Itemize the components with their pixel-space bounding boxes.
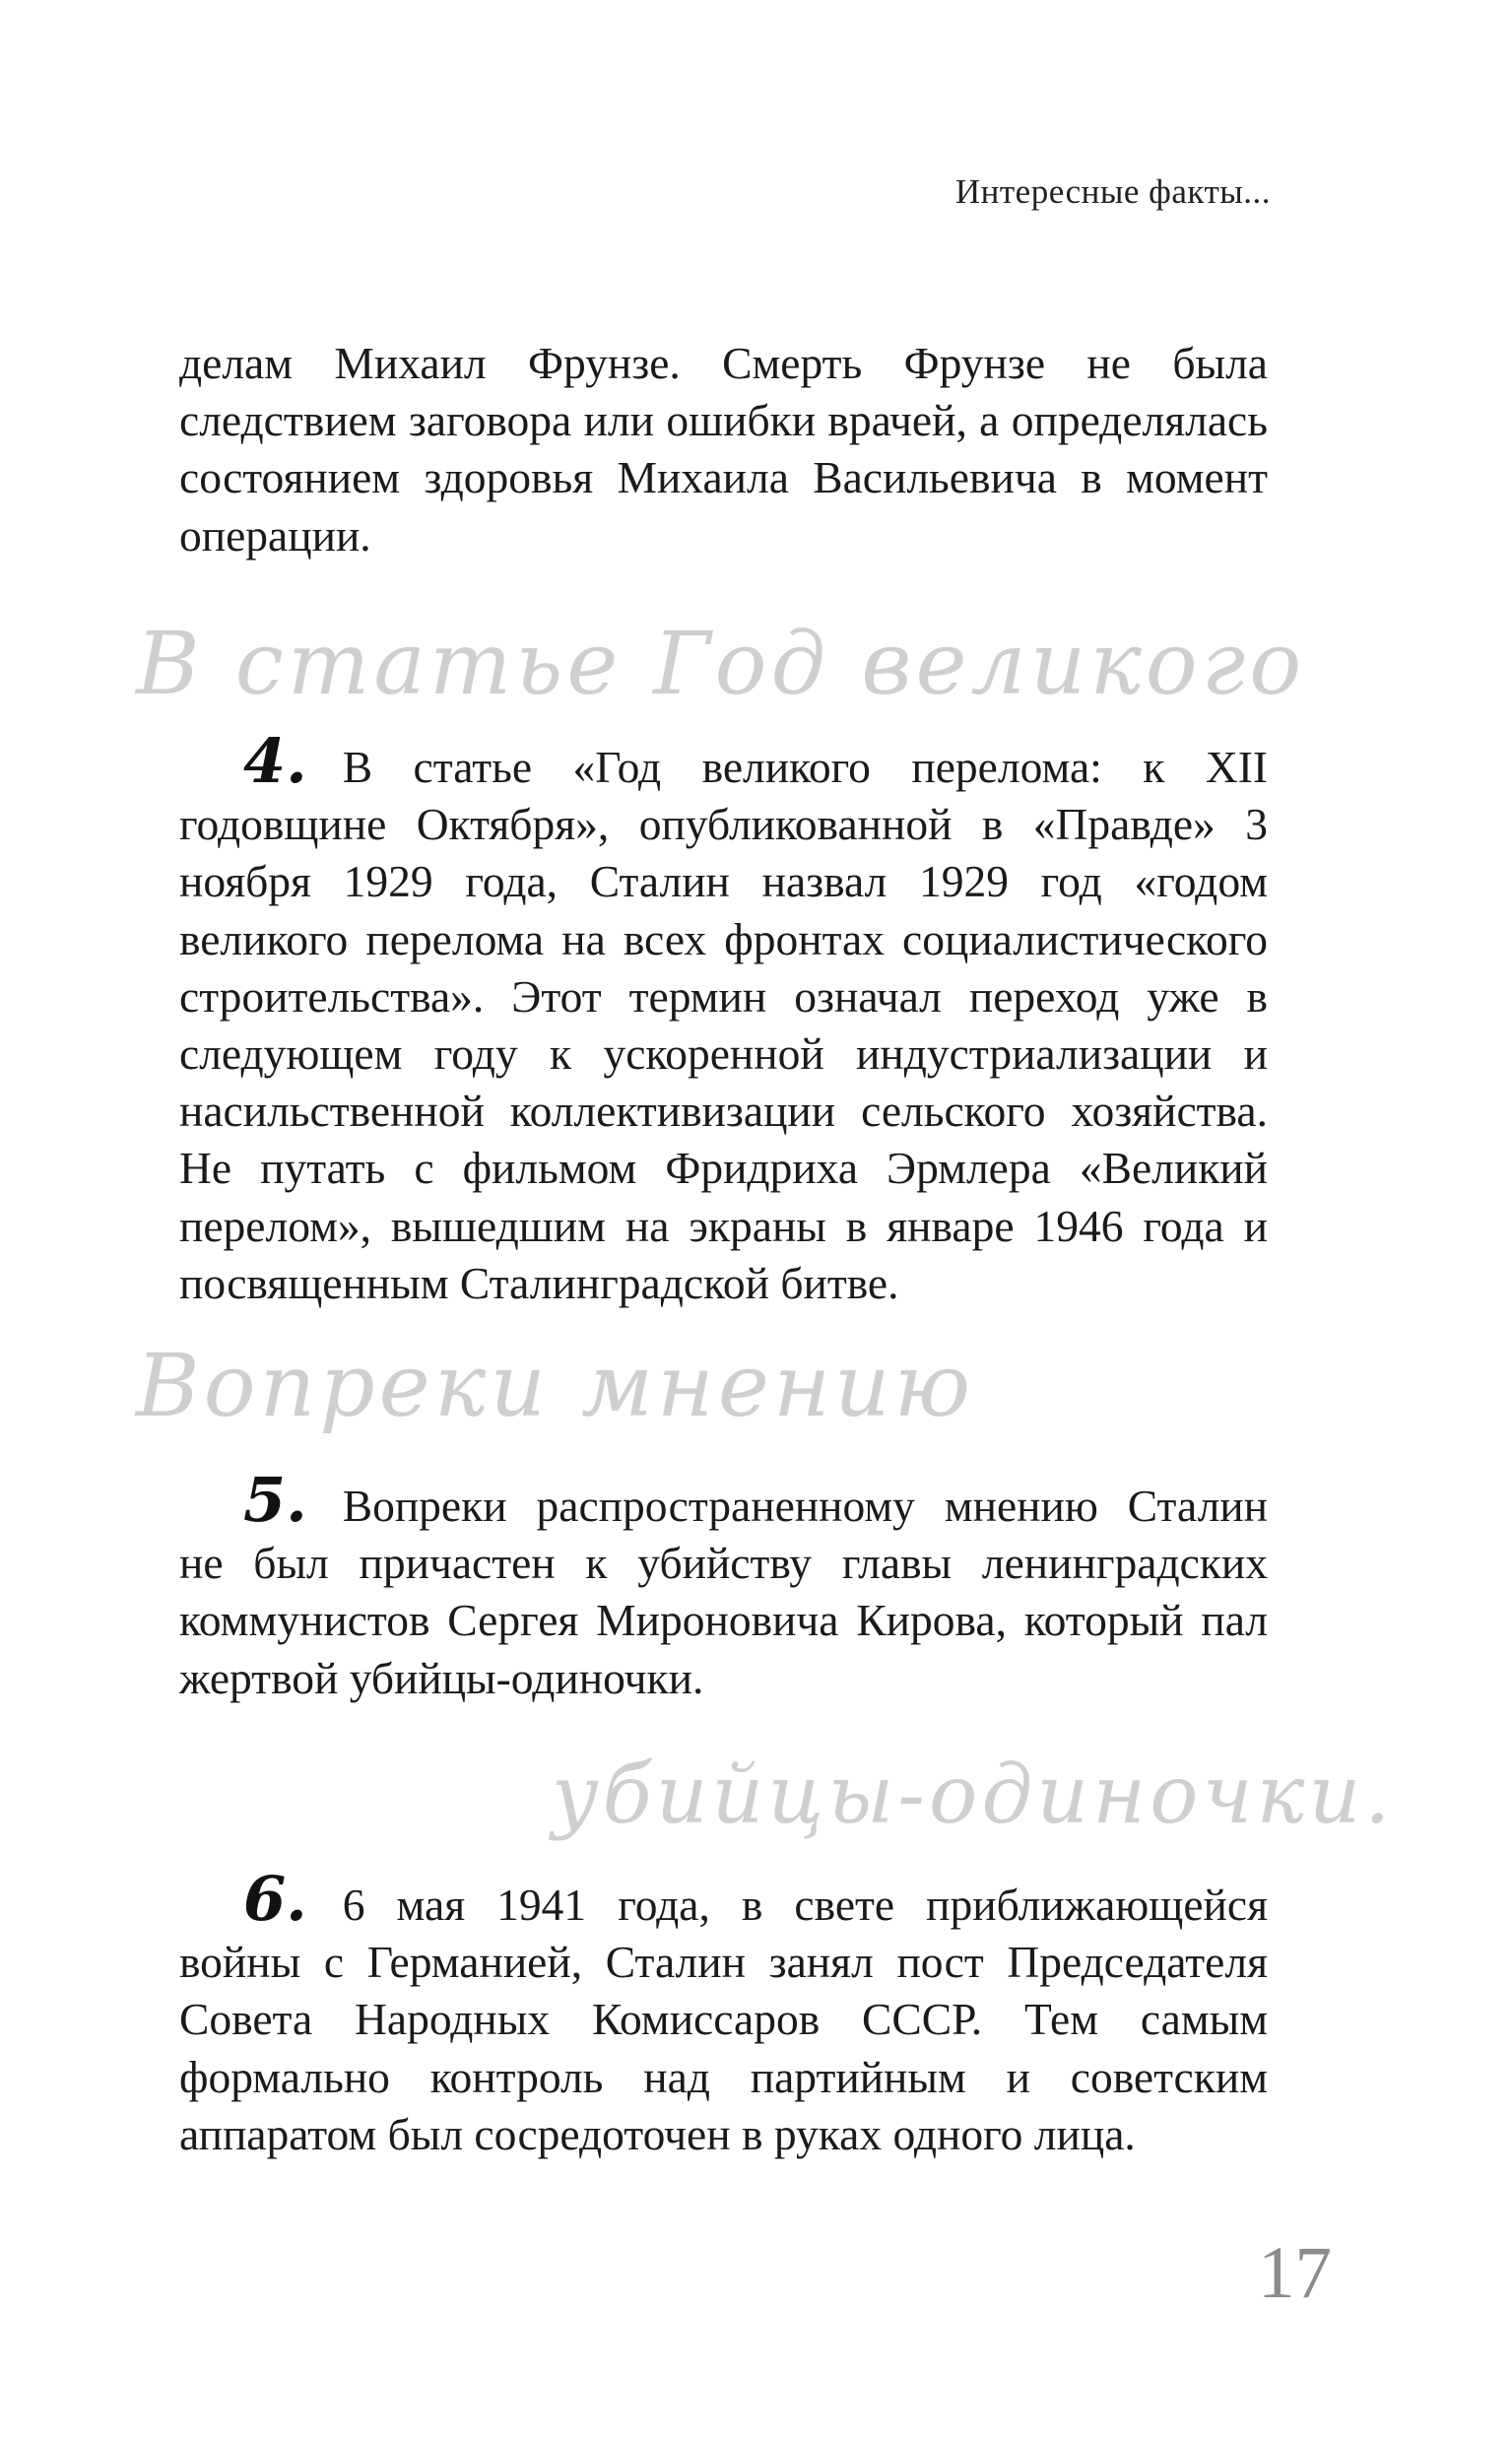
fact-6 xyxy=(179,1863,1268,2163)
page-number: 17 xyxy=(1258,2232,1332,2314)
paragraph-text: делам Михаил Фрунзе. Смерть Фрунзе не была следствием заговора или ошибки врачей, а определялась состоянием здоровья Михаила Васильевича в момент операции. xyxy=(179,338,1268,561)
fact-number: 4. xyxy=(243,725,307,797)
fact-5 xyxy=(179,1464,1268,1707)
fact-text: Вопреки распространенному мнению Сталин не был причастен к убийству главы ленинградских коммунистов Сергея Мироновича Кирова, который пал жертвой убийцы-одиночки. xyxy=(179,1481,1268,1703)
handwritten-overlay-3: убийцы-одиночки. xyxy=(552,1749,1395,1842)
running-head: Интересные факты... xyxy=(954,172,1271,211)
fact-text: 6 мая 1941 года, в свете приближающейся войны с Германией, Сталин занял пост Председателя Совета Народных Комиссаров СССР. Тем самым формально контроль над партийным и советским аппаратом был сосредоточен в руках одного лица. xyxy=(179,1880,1268,2159)
fact-number: 6. xyxy=(243,1863,307,1935)
paragraph-continuation xyxy=(179,335,1268,564)
fact-number: 5. xyxy=(243,1464,307,1536)
fact-4 xyxy=(179,725,1268,1312)
handwritten-overlay-1: В статье Год великого xyxy=(136,613,1306,714)
fact-text: В статье «Год великого перелома: к XII годовщине Октября», опубликованной в «Правде» 3 ноября 1929 года, Сталин назвал 1929 год «годом великого перелома на всех фронтах социалистического строительства». Этот термин означал переход уже в следующем году к ускоренной индустриализации и насильственной коллективизации сельского хозяйства. Не путать с фильмом Фридриха Эрмлера «Великий перелом», вышедшим на экраны в январе 1946 года и посвященным Сталинградской битве. xyxy=(179,742,1268,1308)
handwritten-overlay-2: Вопреки мнению xyxy=(136,1335,975,1436)
